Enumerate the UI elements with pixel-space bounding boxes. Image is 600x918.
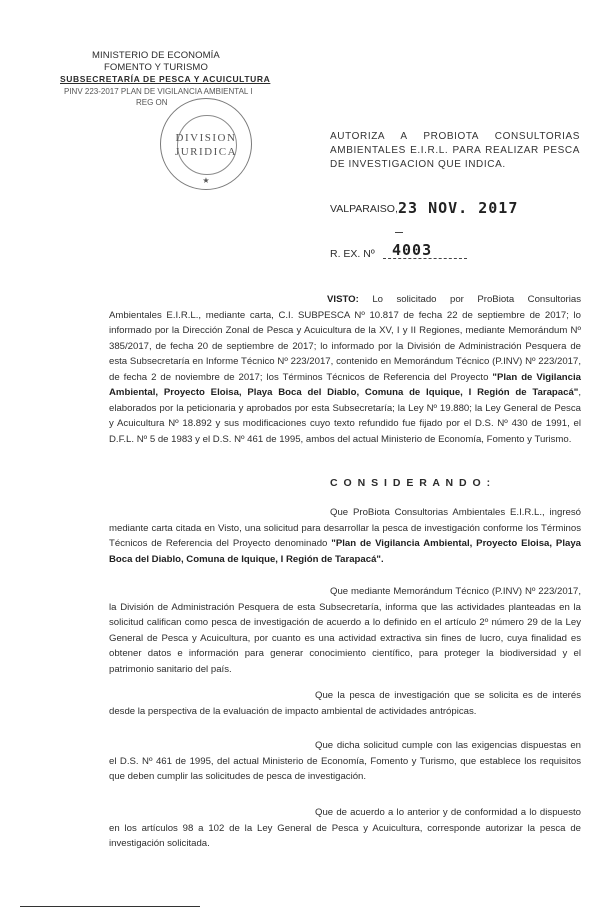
visto-label: VISTO: [327,294,359,305]
considerando-p2-text: Que mediante Memorándum Técnico (P.INV) Nº 223/2017, la División de Administración Pesquera de esta Subsecretaría, informa que las actividades planteadas en la solicitud califican como pesca de investigación de acuerdo a lo definido en el artículo 2º número 29 de la Ley General de Pesca y Acuicultura, por cuanto es una actividad extractiva sin fines de lucro, cuya finalidad es obtener datos e información para generar conocimiento científico, para proteger la biodiversidad y el patrimonio sanitario del país. [109,586,581,675]
visto-paragraph [109,292,581,447]
considerando-paragraph-5 [109,805,581,852]
considerando-p1-project: "Plan de Vigilancia Ambiental, Proyecto Eloisa, Playa Boca del Diablo, Comuna de Iquique, I Región de Tarapacá". [109,538,581,565]
considerando-p5-text: Que de acuerdo a lo anterior y de conformidad a lo dispuesto en los artículos 98 a 102 de la Ley General de Pesca y Acuicultura, corresponde autorizar la pesca de investigación solicitada. [109,807,581,849]
svg-text:★: ★ [202,176,210,185]
resolution-subject: AUTORIZA A PROBIOTA CONSULTORIAS AMBIENTALES E.I.R.L. PARA REALIZAR PESCA DE INVESTIGACION QUE INDICA. [330,131,580,170]
footer-rule [20,906,200,907]
considerando-paragraph-4 [109,738,581,785]
reference-line-2: REG ON [136,98,168,107]
considerando-p4-text: Que dicha solicitud cumple con las exigencias dispuestas en el D.S. Nº 461 de 1995, del actual Ministerio de Economía, Fomento y Turismo, que establece los requisitos que deben cumplir las solicitudes de pesca de investigación. [109,740,581,782]
ministry-name: MINISTERIO DE ECONOMÍA [92,50,220,61]
visto-text-1: Lo solicitado por ProBiota Consultorias Ambientales E.I.R.L., mediante carta, C.I. SUBPESCA Nº 10.817 de fecha 22 de septiembre de 2017; lo informado por la Dirección Zonal de Pesca y Acuicultura de la XV, I y II Regiones, mediante Memorándum Nº 385/2017, de fecha 20 de septiembre de 2017; lo informado por la División de Administración Pesquera de esta Subsecretaría en Informe Técnico Nº 223/2017, contenido en Memorándum Técnico (P.INV) Nº 223/2017, de fecha 2 de noviembre de 2017; los Términos Técnicos de Referencia del Proyecto [109,294,581,383]
considerando-p3-text: Que la pesca de investigación que se solicita es de interés desde la perspectiva de la evaluación de impacto ambiental de actividades antrópicas. [109,690,581,717]
resolution-number: 4003 [392,241,433,259]
resolution-date: 23 NOV. 2017 [398,199,519,217]
stamp-star-icon [161,99,251,189]
division-juridica-stamp [160,98,252,190]
considerando-paragraph-2 [109,584,581,677]
subsecretaria-name: SUBSECRETARÍA DE PESCA Y ACUICULTURA [60,74,271,84]
resolution-mark [395,232,403,233]
visto-text-2: , elaborados por la peticionaria y aprobados por esta Subsecretaría; la Ley Nº 19.880; la Ley General de Pesca y Acuicultura Nº 18.892 y sus modificaciones cuyo texto refundido fue fijado por el D.S. Nº 430 de 1991, el D.F.L. Nº 5 de 1983 y el D.S. Nº 461 de 1995, ambos del actual Ministerio de Economía, Fomento y Turismo. [109,387,581,445]
considerando-heading: C O N S I D E R A N D O : [330,477,492,489]
considerando-paragraph-1 [109,505,581,567]
stamp-line-2: JURIDICA [174,146,238,158]
considerando-p1-text: Que ProBiota Consultorias Ambientales E.I.R.L., ingresó mediante carta citada en Visto, una solicitud para desarrollar la pesca de investigación conforme los Términos Técnicos de Referencia del Proyecto denominado [109,507,581,549]
stamp-line-1: DIVISION [175,132,237,144]
ministry-name-2: FOMENTO Y TURISMO [104,62,208,73]
reference-line: PINV 223-2017 PLAN DE VIGILANCIA AMBIENTAL I [64,87,253,96]
considerando-paragraph-3 [109,688,581,719]
visto-project-name: "Plan de Vigilancia Ambiental, Proyecto Eloisa, Playa Boca del Diablo, Comuna de Iquique, I Región de Tarapacá" [109,371,581,398]
place-city: VALPARAISO, [330,203,398,215]
resolution-label: R. EX. Nº [330,248,375,260]
